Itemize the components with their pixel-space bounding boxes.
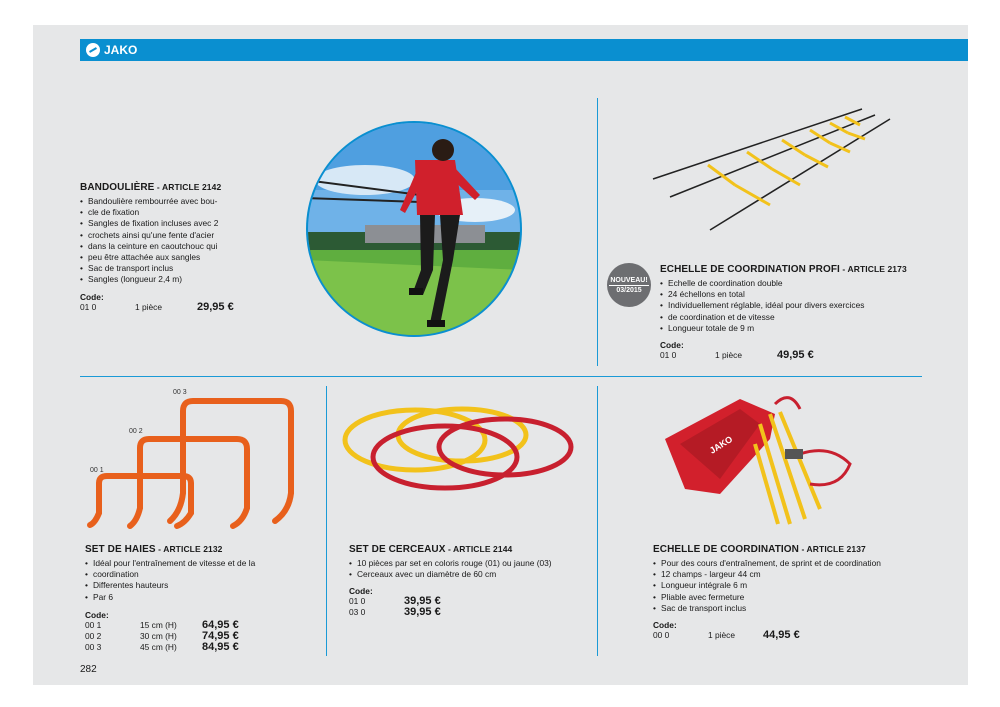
product-title	[660, 264, 930, 275]
feature-list	[653, 558, 928, 614]
bandouliere-photo	[305, 120, 523, 338]
article-number: - ARTICLE 2142	[154, 182, 222, 192]
hurdle-label-002: 00 2	[129, 428, 143, 435]
code-label: Code:	[85, 610, 109, 620]
article-number: - ARTICLE 2132	[155, 544, 223, 554]
echelle-photo	[660, 384, 860, 534]
price: 64,95 €	[202, 619, 239, 631]
product-title	[85, 544, 315, 555]
feature-item: • Individuellement réglable, idéal pour divers exercices	[660, 300, 930, 311]
code-row	[349, 607, 589, 618]
feature-item: • peu être attachée aux sangles	[80, 252, 280, 263]
divider-vertical-bottom-left	[326, 386, 327, 656]
brand-name: JAKO	[104, 43, 138, 57]
feature-item: • Longueur intégrale 6 m	[653, 580, 928, 591]
code-label: Code:	[349, 586, 373, 597]
article-number: - ARTICLE 2137	[799, 544, 866, 554]
code-value: 01 0	[80, 301, 97, 312]
echelle-profi-photo	[650, 105, 895, 235]
echelle-info	[653, 544, 928, 641]
product-name: ECHELLE DE COORDINATION PROFI	[660, 264, 840, 275]
product-title	[653, 544, 928, 555]
price: 84,95 €	[202, 641, 239, 653]
article-number: - ARTICLE 2144	[445, 544, 513, 554]
feature-item: • Sac de transport inclus	[653, 603, 928, 614]
code-desc: 1 pièce	[135, 301, 163, 312]
echelle-profi-info	[660, 264, 930, 361]
code-value: 03 0	[349, 607, 366, 618]
feature-item: • Cerceaux avec un diamètre de 60 cm	[349, 569, 589, 580]
feature-item: • 12 champs - largeur 44 cm	[653, 569, 928, 580]
feature-item: • de coordination et de vitesse	[660, 312, 930, 323]
feature-list	[349, 558, 589, 580]
page-number: 282	[80, 664, 97, 675]
product-name: SET DE HAIES	[85, 544, 156, 555]
feature-item: • crochets ainsi qu'une fente d'acier	[80, 230, 280, 241]
feature-item: • Echelle de coordination double	[660, 278, 930, 289]
price: 44,95 €	[763, 629, 800, 642]
feature-item: • Pour des cours d'entraînement, de sprint et de coordination	[653, 558, 928, 569]
jako-logo-icon	[86, 43, 100, 57]
feature-item: • Par 6	[85, 592, 315, 603]
code-desc: 30 cm (H)	[140, 631, 177, 641]
code-value: 00 3	[85, 642, 102, 652]
product-name: ECHELLE DE COORDINATION	[653, 544, 800, 555]
cerceaux-info	[349, 544, 589, 618]
hurdle-label-001: 00 1	[90, 467, 104, 474]
product-name: BANDOULIÈRE	[80, 182, 155, 193]
price: 39,95 €	[404, 606, 441, 619]
divider-vertical-bottom-right	[597, 386, 598, 656]
code-row	[660, 350, 930, 361]
haies-info	[85, 544, 315, 603]
haies-photo	[85, 383, 315, 535]
product-title	[80, 182, 280, 193]
feature-list	[80, 196, 280, 286]
code-row	[349, 596, 589, 607]
code-desc: 1 pièce	[708, 630, 736, 641]
code-desc: 45 cm (H)	[140, 642, 177, 652]
feature-item: • 10 pièces par set en coloris rouge (01) ou jaune (03)	[349, 558, 589, 569]
code-row	[85, 642, 315, 653]
feature-item: • 24 échellons en total	[660, 289, 930, 300]
code-value: 01 0	[660, 350, 677, 361]
cerceaux-photo	[340, 402, 580, 502]
feature-item: • Pliable avec fermeture	[653, 592, 928, 603]
code-row	[85, 631, 315, 642]
product-name: SET DE CERCEAUX	[349, 544, 446, 555]
feature-item: • dans la ceinture en caoutchouc qui	[80, 241, 280, 252]
feature-item: • coordination	[85, 569, 315, 580]
code-label: Code:	[80, 291, 104, 302]
code-value: 00 2	[85, 631, 102, 641]
hurdle-label-003: 00 3	[173, 389, 187, 396]
code-value: 00 0	[653, 630, 670, 641]
code-row	[80, 302, 280, 313]
feature-item: • Longueur totale de 9 m	[660, 323, 930, 334]
bandouliere-info	[80, 182, 280, 313]
brand-logo	[86, 41, 137, 59]
code-desc: 1 pièce	[715, 350, 743, 361]
feature-item: • Idéal pour l'entraînement de vitesse et de la	[85, 558, 315, 569]
badge-date: 03/2015	[616, 286, 642, 294]
divider-vertical-top	[597, 98, 598, 366]
price: 74,95 €	[202, 630, 239, 642]
feature-list	[660, 278, 930, 334]
haies-codes	[85, 610, 315, 653]
feature-item: • cle de fixation	[80, 207, 280, 218]
feature-item: • Differentes hauteurs	[85, 580, 315, 591]
code-row	[85, 620, 315, 631]
feature-list	[85, 558, 315, 603]
feature-item: • Bandoulière rembourrée avec bou-	[80, 196, 280, 207]
code-label: Code:	[653, 620, 677, 631]
bag-logo-text: JAKO	[707, 433, 735, 456]
price: 49,95 €	[777, 349, 814, 362]
article-number: - ARTICLE 2173	[839, 264, 907, 274]
feature-item: • Sac de transport inclus	[80, 263, 280, 274]
divider-horizontal	[80, 376, 922, 377]
price: 29,95 €	[197, 300, 234, 313]
product-title	[349, 544, 589, 555]
new-badge	[607, 263, 651, 307]
feature-item: • Sangles de fixation incluses avec 2	[80, 218, 280, 229]
code-label: Code:	[660, 340, 684, 351]
header-bar	[80, 39, 968, 61]
price: 39,95 €	[404, 595, 441, 608]
feature-item: • Sangles (longueur 2,4 m)	[80, 274, 280, 285]
badge-new-label: NOUVEAU!	[610, 276, 648, 284]
code-value: 01 0	[349, 596, 366, 607]
code-desc: 15 cm (H)	[140, 620, 177, 630]
code-row	[653, 630, 928, 641]
code-value: 00 1	[85, 620, 102, 630]
